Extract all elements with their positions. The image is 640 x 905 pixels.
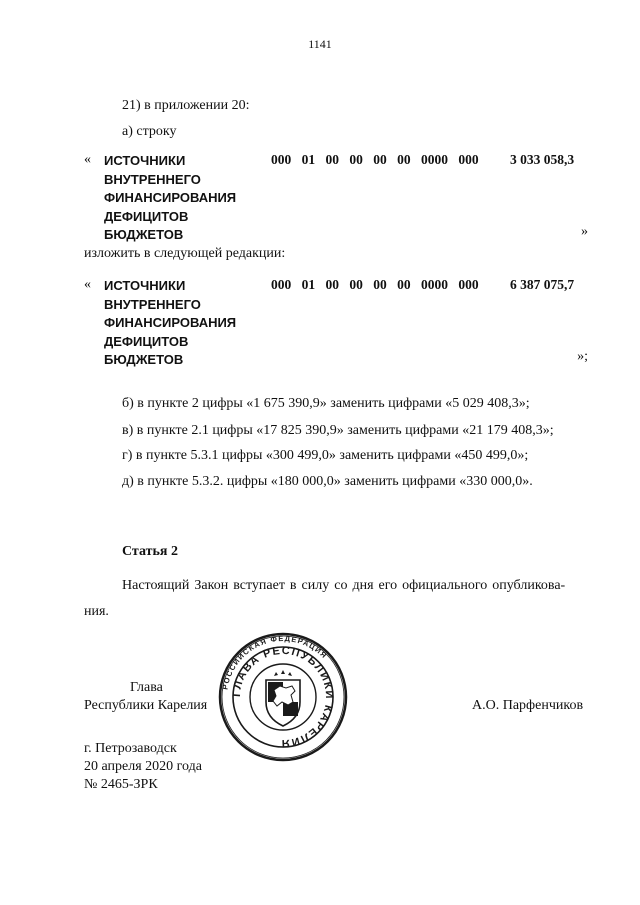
place: г. Петрозаводск [84,741,177,756]
article-text-line2: ния. [84,604,109,619]
budget-code: 000 01 00 00 00 00 0000 000 [271,277,479,292]
amendment-b: б) в пункте 2 цифры «1 675 390,9» заменить цифрами «5 029 408,3»; [122,396,530,411]
restate-line: изложить в следующей редакции: [84,246,286,261]
table-row-new [84,277,594,372]
row-name: ИСТОЧНИКИ ВНУТРЕННЕГО ФИНАНСИРОВАНИЯ ДЕФИЦИТОВ БЮДЖЕТОВ [104,153,237,242]
item-21: 21) в приложении 20: [122,98,250,113]
amendment-g: г) в пункте 5.3.1 цифры «300 499,0» заменить цифрами «450 499,0»; [122,448,529,463]
page-number: 1141 [308,37,332,51]
amount: 6 387 075,7 [510,277,575,292]
open-quote: « [84,277,91,292]
signer-name: А.О. Парфенчиков [472,698,584,713]
signature-title-line1: Глава [130,680,163,695]
table-row-old [84,152,594,247]
amount: 3 033 058,3 [510,152,575,167]
item-a: а) строку [122,124,177,139]
close-quote: »; [577,349,588,364]
official-seal [218,632,348,762]
article-heading: Статья 2 [122,544,178,559]
karelia-emblem-icon [266,670,300,726]
amendment-d: д) в пункте 5.3.2. цифры «180 000,0» заменить цифрами «330 000,0». [122,474,533,489]
open-quote: « [84,152,91,167]
date: 20 апреля 2020 года [84,759,202,774]
close-quote: » [581,224,588,239]
amendment-v: в) в пункте 2.1 цифры «17 825 390,9» заменить цифрами «21 179 408,3»; [122,423,554,438]
signature-title-line2: Республики Карелия [84,698,208,713]
seal-outer-text: РОССИЙСКАЯ ФЕДЕРАЦИЯ [220,633,330,691]
article-text-line1: Настоящий Закон вступает в силу со дня его официального опубликова- [122,578,566,593]
row-name: ИСТОЧНИКИ ВНУТРЕННЕГО ФИНАНСИРОВАНИЯ ДЕФИЦИТОВ БЮДЖЕТОВ [104,278,237,367]
seal-inner-text: ГЛАВА РЕСПУБЛИКИ КАРЕЛИЯ [230,644,336,750]
budget-code: 000 01 00 00 00 00 0000 000 [271,152,479,167]
law-number: № 2465-ЗРК [84,777,158,792]
